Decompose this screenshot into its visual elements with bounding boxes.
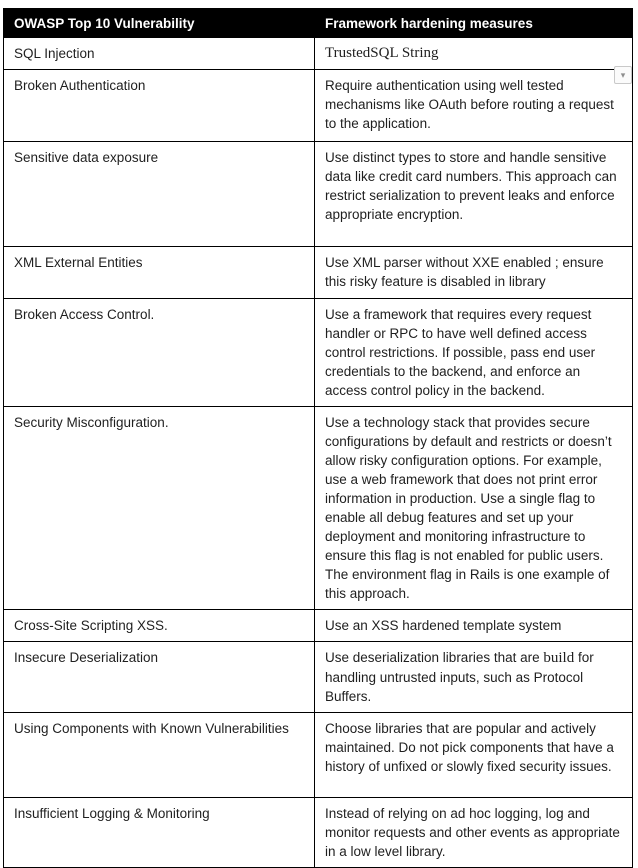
measure-text: Use deserialization libraries that are <box>325 650 544 665</box>
cell-vulnerability[interactable]: Using Components with Known Vulnerabilities <box>4 713 315 798</box>
chevron-down-icon[interactable] <box>614 66 632 84</box>
owasp-hardening-table <box>3 8 633 868</box>
cell-measure[interactable] <box>315 642 633 713</box>
cell-measure[interactable]: Choose libraries that are popular and actively maintained. Do not pick components that have a history of unfixed or slowly fixed security issues. <box>315 713 633 798</box>
table-row-security-misconfiguration <box>4 407 633 610</box>
column-header-measures: Framework hardening measures <box>315 9 633 38</box>
cell-measure[interactable]: Use an XSS hardened template system <box>315 610 633 642</box>
cell-vulnerability[interactable]: SQL Injection <box>4 38 315 70</box>
cell-vulnerability[interactable]: Insufficient Logging & Monitoring <box>4 798 315 868</box>
column-header-vulnerability: OWASP Top 10 Vulnerability <box>4 9 315 38</box>
cell-measure[interactable]: Use distinct types to store and handle sensitive data like credit card numbers. This approach can restrict serialization to prevent leaks and enforce appropriate encryption. <box>315 142 633 247</box>
cell-vulnerability[interactable]: XML External Entities <box>4 247 315 299</box>
cell-measure[interactable]: Use a technology stack that provides secure configurations by default and restricts or doesn’t allow risky configuration options. For example, use a web framework that does not print error information in production. Use a single flag to enable all debug features and set up your deployment and monitoring infrastructure to ensure this flag is not enabled for public users. The environment flag in Rails is one example of this approach. <box>315 407 633 610</box>
cell-vulnerability[interactable]: Broken Authentication <box>4 70 315 142</box>
table-row-insufficient-logging <box>4 798 633 868</box>
cell-measure[interactable]: Instead of relying on ad hoc logging, log and monitor requests and other events as appropriate in a low level library. <box>315 798 633 868</box>
table-row-cross-site-scripting <box>4 610 633 642</box>
table-row-xml-external-entities <box>4 247 633 299</box>
cell-vulnerability[interactable]: Cross-Site Scripting XSS. <box>4 610 315 642</box>
cell-measure[interactable]: Use XML parser without XXE enabled ; ensure this risky feature is disabled in library <box>315 247 633 299</box>
cell-vulnerability[interactable]: Broken Access Control. <box>4 299 315 407</box>
cell-vulnerability[interactable]: Security Misconfiguration. <box>4 407 315 610</box>
chevron-down-glyph: ▾ <box>620 69 626 80</box>
cell-measure[interactable]: Use a framework that requires every request handler or RPC to have well defined access control restrictions. If possible, pass end user credentials to the backend, and enforce an access control policy in the backend. <box>315 299 633 407</box>
cell-vulnerability[interactable]: Insecure Deserialization <box>4 642 315 713</box>
measure-text-serif: build <box>543 650 575 666</box>
cell-measure[interactable]: TrustedSQL String <box>315 38 633 70</box>
table-row-sql-injection <box>4 38 633 70</box>
table-row-insecure-deserialization <box>4 642 633 713</box>
cell-measure[interactable]: Require authentication using well tested mechanisms like OAuth before routing a request to the application. <box>315 70 633 142</box>
table-row-broken-access-control <box>4 299 633 407</box>
measure-text: for handling untrusted inputs, such as Protocol Buffers. <box>325 650 594 704</box>
table-row-known-vulnerable-components <box>4 713 633 798</box>
table-row-sensitive-data-exposure <box>4 142 633 247</box>
header-row <box>4 9 633 38</box>
cell-vulnerability[interactable]: Sensitive data exposure <box>4 142 315 247</box>
table-row-broken-authentication <box>4 70 633 142</box>
